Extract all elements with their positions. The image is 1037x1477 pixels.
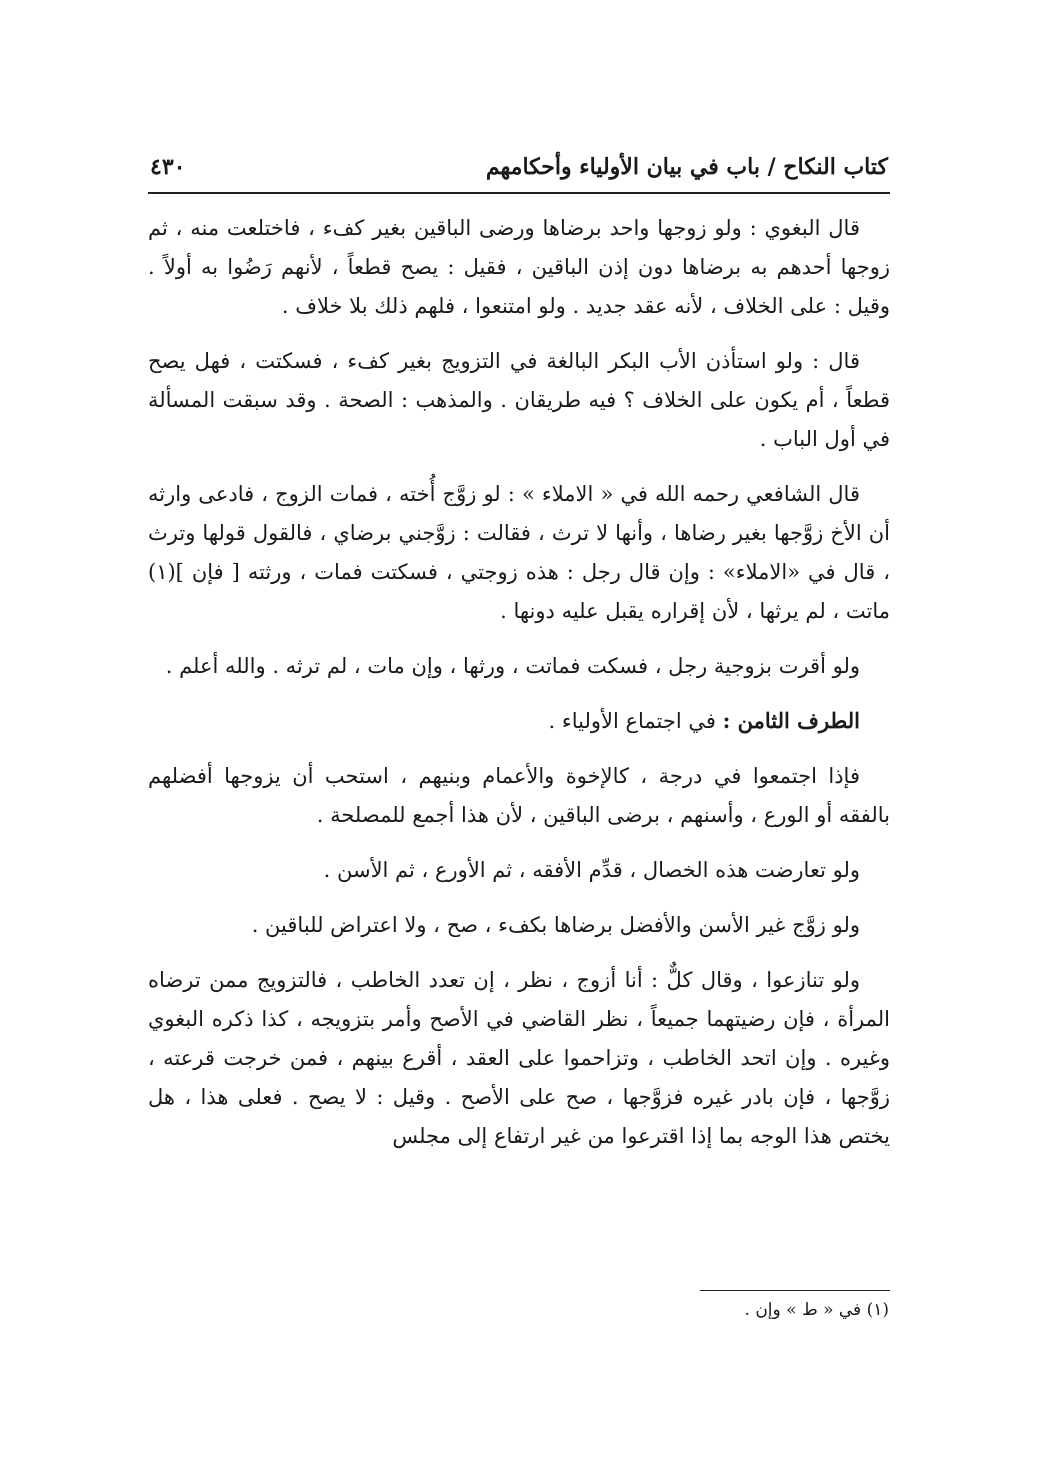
paragraph	[148, 474, 890, 631]
main-text	[148, 208, 890, 1171]
paragraph-text: ولو تعارضت هذه الخصال ، قدِّم الأفقه ، ثم الأورع ، ثم الأسن .	[323, 858, 860, 882]
paragraph	[148, 850, 890, 890]
chapter-title: كتاب النكاح / باب في بيان الأولياء وأحكامهم	[485, 154, 888, 180]
paragraph	[148, 756, 890, 835]
section-heading	[148, 701, 890, 741]
paragraph-text: ولو أقرت بزوجية رجل ، فسكت فماتت ، ورثها ، وإن مات ، لم ترثه . والله أعلم .	[165, 654, 860, 678]
page-number: ٤٣٠	[150, 154, 186, 180]
paragraph-text: ولو تنازعوا ، وقال كلٌّ : أنا أزوج ، نظر ، إن تعدد الخاطب ، فالتزويج ممن ترضاه المرأة ، فإن رضيتهما جميعاً ، نظر القاضي في الأصح وأمر بتزويجه ، كذا ذكره البغوي وغيره . وإن اتحد الخاطب ، وتزاحموا على العقد ، أقرع بينهم ، فمن خرجت قرعته ، زوَّجها ، فإن بادر غيره فزوَّجها ، صح على الأصح . وقيل : لا يصح . فعلى هذا ، هل يختص هذا الوجه بما إذا اقترعوا من غير ارتفاع إلى مجلس	[148, 968, 890, 1148]
paragraph	[148, 208, 890, 326]
paragraph-text: قال الشافعي رحمه الله في « الاملاء » : لو زوَّج أُخته ، فمات الزوج ، فادعى وارثه أن الأخ زوَّجها بغير رضاها ، وأنها لا ترث ، فقالت : زوَّجني برضاي ، فالقول قولها وترث ، قال في «الاملاء» : وإن قال رجل : هذه زوجتي ، فسكتت فمات ، ورثته [ فإن ](١) ماتت ، لم يرثها ، لأن إقراره يقبل عليه دونها .	[148, 482, 890, 623]
running-header	[150, 150, 888, 190]
header-divider	[148, 192, 890, 194]
paragraph-text: ولو زوَّج غير الأسن والأفضل برضاها بكفء ، صح ، ولا اعتراض للباقين .	[251, 913, 860, 937]
footnote-divider	[700, 1290, 890, 1291]
paragraph-text: قال : ولو استأذن الأب البكر البالغة في التزويج بغير كفء ، فسكتت ، فهل يصح قطعاً ، أم يكون على الخلاف ؟ فيه طريقان . والمذهب : الصحة . وقد سبقت المسألة في أول الباب .	[148, 349, 890, 451]
section-heading-label: الطرف الثامن :	[722, 708, 860, 733]
footnote: (١) في « ط » وإن .	[744, 1300, 889, 1320]
paragraph	[148, 646, 890, 686]
paragraph	[148, 341, 890, 459]
paragraph-text: فإذا اجتمعوا في درجة ، كالإخوة والأعمام وبنيهم ، استحب أن يزوجها أفضلهم بالفقه أو الورع ، وأسنهم ، برضى الباقين ، لأن هذا أجمع للمصلحة .	[148, 764, 890, 827]
paragraph	[148, 960, 890, 1156]
section-heading-text: في اجتماع الأولياء .	[548, 709, 723, 733]
paragraph	[148, 905, 890, 945]
paragraph-text: قال البغوي : ولو زوجها واحد برضاها ورضى الباقين بغير كفء ، فاختلعت منه ، ثم زوجها أحدهم به برضاها دون إذن الباقين ، فقيل : يصح قطعاً ، لأنهم رَضُوا به أولاً . وقيل : على الخلاف ، لأنه عقد جديد . ولو امتنعوا ، فلهم ذلك بلا خلاف .	[148, 216, 890, 318]
